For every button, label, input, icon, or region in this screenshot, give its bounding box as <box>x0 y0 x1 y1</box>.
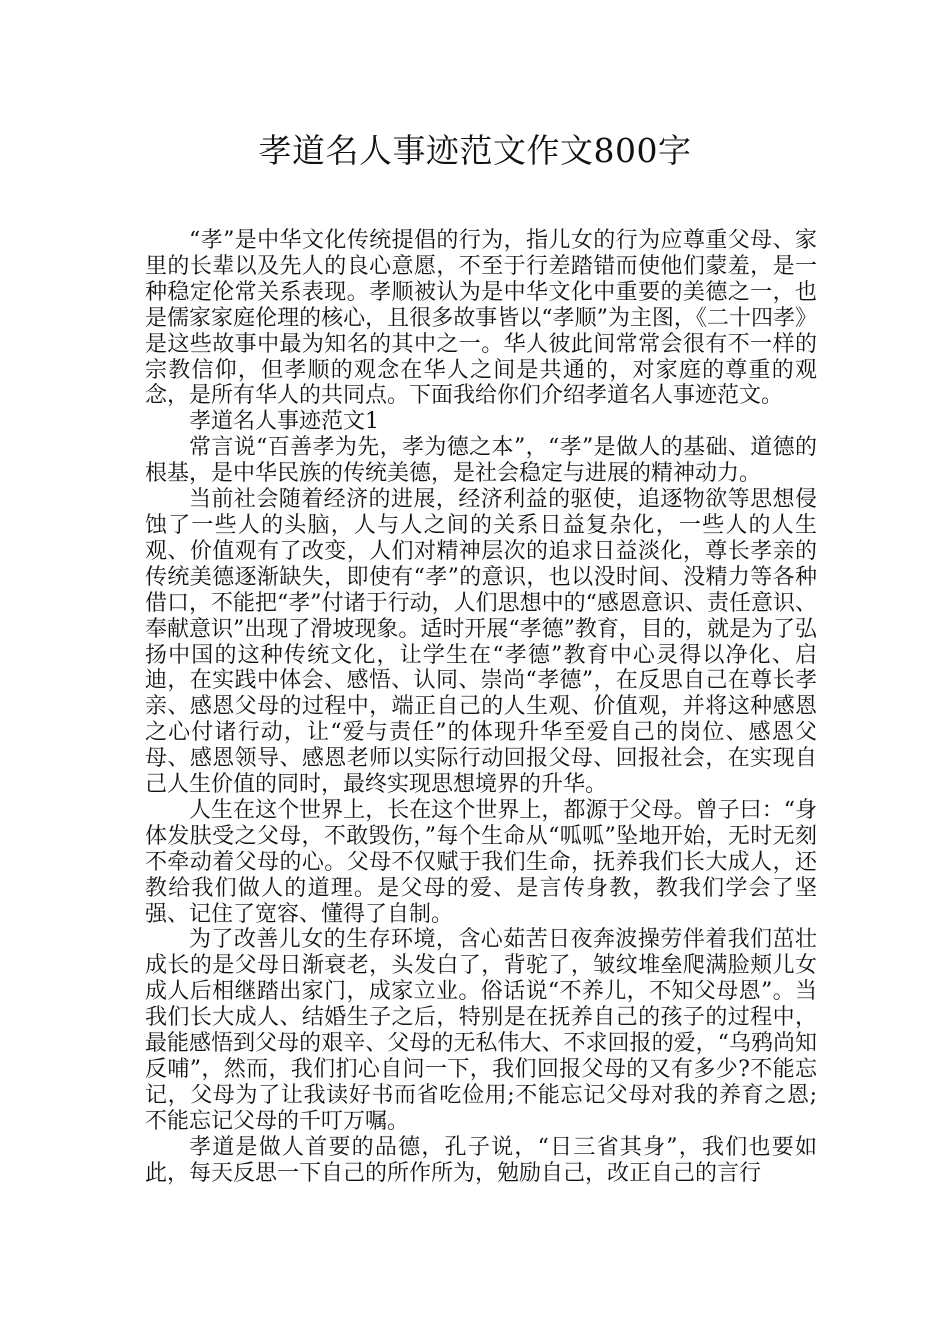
document-title: 孝道名人事迹范文作文800字 <box>258 131 692 170</box>
paragraph-2: 当前社会随着经济的进展，经济利益的驱使，追逐物欲等思想侵蚀了一些人的头脑，人与人之间的关系日益复杂化，一些人的人生观、价值观有了改变，人们对精神层次的追求日益淡化，尊长孝亲的传统美德逐渐缺失，即使有“孝”的意识，也以没时间、没精力等各种借口，不能把“孝”付诸于行动，人们思想中的“感恩意识、责任意识、奉献意识”出现了滑坡现象。适时开展“孝德”教育，目的，就是为了弘扬中国的这种传统文化，让学生在“孝德”教育中心灵得以净化、启迪，在实践中体会、感悟、认同、崇尚“孝德”，在反思自己在尊长孝亲、感恩父母的过程中，端正自己的人生观、价值观，并将这种感恩之心付诸行动，让“爱与责任”的体现升华至爱自己的岗位、感恩父母、感恩领导、感恩老师以实际行动回报父母、回报社会，在实现自己人生价值的同时，最终实现思想境界的升华。 <box>145 487 817 798</box>
paragraph-3: 人生在这个世界上，长在这个世界上，都源于父母。曾子曰：“身体发肤受之父母，不敢毁伤，”每个生命从“呱呱”坠地开始，无时无刻不牵动着父母的心。父母不仅赋于我们生命，抚养我们长大成人，还教给我们做人的道理。是父母的爱、是言传身教，教我们学会了坚强、记住了宽容、懂得了自制。 <box>145 797 817 927</box>
paragraph-1: 常言说“百善孝为先，孝为德之本”，“孝”是做人的基础、道德的根基，是中华民族的传统美德，是社会稳定与进展的精神动力。 <box>145 435 817 487</box>
section-heading: 孝道名人事迹范文1 <box>189 409 379 435</box>
paragraph-5: 孝道是做人首要的品德，孔子说，“日三省其身”，我们也要如此，每天反思一下自己的所作所为，勉励自己，改正自己的言行 <box>145 1134 817 1186</box>
paragraph-intro: “孝”是中华文化传统提倡的行为，指儿女的行为应尊重父母、家里的长辈以及先人的良心意愿，不至于行差踏错而使他们蒙羞，是一种稳定伦常关系表现。孝顺被认为是中华文化中重要的美德之一，也是儒家家庭伦理的核心，且很多故事皆以“孝顺”为主图，《二十四孝》是这些故事中最为知名的其中之一。华人彼此间常常会很有不一样的宗教信仰，但孝顺的观念在华人之间是共通的，对家庭的尊重的观念，是所有华人的共同点。下面我给你们介绍孝道名人事迹范文。 <box>145 228 817 409</box>
document-body <box>145 228 817 1187</box>
paragraph-4: 为了改善儿女的生存环境，含心茹苦日夜奔波操劳伴着我们茁壮成长的是父母日渐衰老，头发白了，背驼了，皱纹堆垒爬满脸颊儿女成人后相继踏出家门，成家立业。俗话说“不养儿，不知父母恩”。当我们长大成人、结婚生子之后，特别是在抚养自己的孩子的过程中，最能感悟到父母的艰辛、父母的无私伟大、不求回报的爱，“乌鸦尚知反哺”，然而，我们扪心自问一下，我们回报父母的又有多少?不能忘记，父母为了让我读好书而省吃俭用;不能忘记父母对我的养育之恩;不能忘记父母的千叮万嘱。 <box>145 927 817 1134</box>
